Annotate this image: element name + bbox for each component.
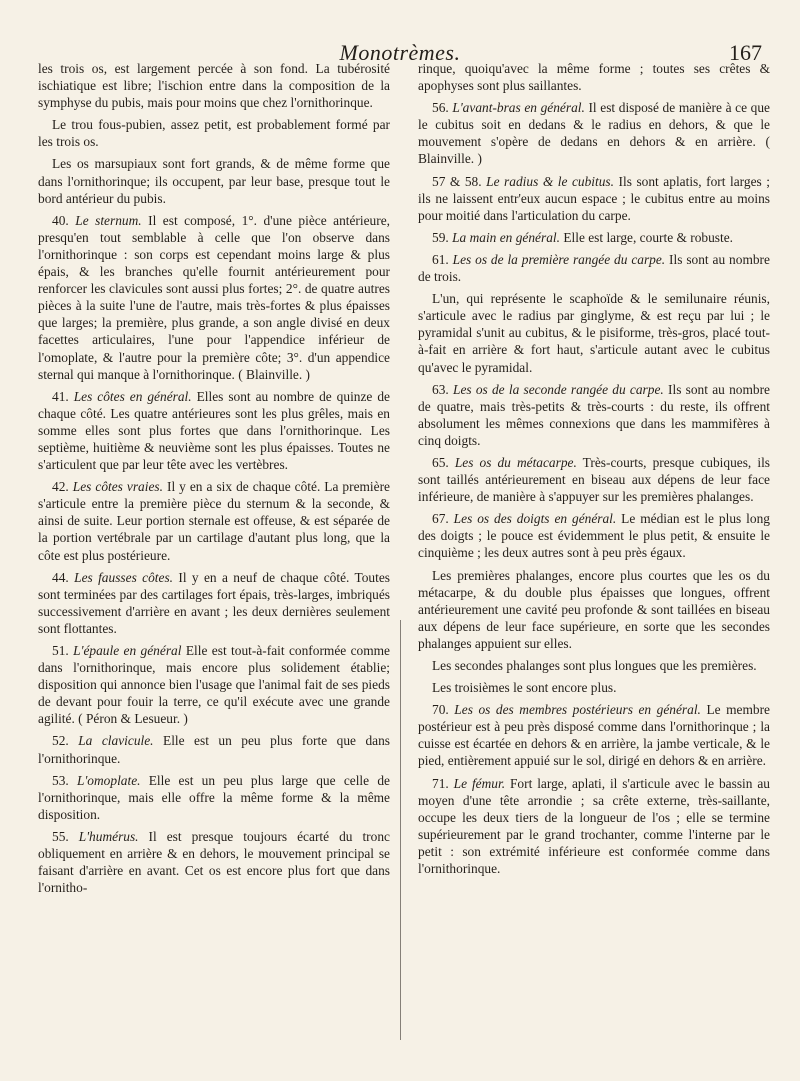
paragraph <box>418 775 770 878</box>
paragraph-text: Ils sont au nombre de quatre, mais très-petits & très-courts : du reste, ils offrent absolument les mêmes connexions que dans les mammifères à cinq doigts. <box>418 381 770 448</box>
paragraph-number: 41. <box>52 388 69 404</box>
paragraph <box>418 454 770 505</box>
section-heading: La main en général. <box>452 229 560 245</box>
paragraph-number: 61. <box>432 251 449 267</box>
section-heading: Les côtes en général. <box>73 388 192 404</box>
section-heading: L'humérus. <box>78 828 139 844</box>
paragraph-number: 65. <box>432 454 449 470</box>
paragraph <box>418 657 770 674</box>
paragraph <box>38 732 390 766</box>
paragraph-text: Fort large, aplati, il s'articule avec le bassin au moyen d'une tête arrondie ; sa crête externe, très-saillante, occupe les deux tiers de la longueur de l'os ; elle se termine supérieurement par le grand trochanter, comme l'interne par le petit : son extrémité inférieure est conformée comme dans l'ornithorinque. <box>418 775 770 877</box>
section-heading: L'épaule en général <box>73 643 182 658</box>
paragraph-text: Elle est large, courte & robuste. <box>563 229 734 245</box>
paragraph <box>418 229 770 246</box>
paragraph <box>38 569 390 637</box>
paragraph-number: 42. <box>52 479 69 495</box>
paragraph-number: 71. <box>432 775 449 791</box>
section-heading: Les os des membres postérieurs en général. <box>454 702 701 718</box>
paragraph <box>418 381 770 449</box>
paragraph-text: les trois os, est largement percée à son fond. La tubérosité ischiatique est libre; l'ischion entre dans la composition de la symphyse du pubis, mais pour moins que chez l'ornithorinque. <box>38 61 390 111</box>
paragraph-number: 51. <box>52 643 69 658</box>
paragraph-text: Ils sont au nombre de trois. <box>418 251 770 285</box>
right-column <box>418 60 770 882</box>
paragraph <box>418 567 770 652</box>
paragraph-number: 53. <box>52 772 69 788</box>
paragraph <box>418 251 770 285</box>
paragraph-text: L'un, qui représente le scaphoïde & le semilunaire réunis, s'articule avec le radius par ginglyme, & est reçu par lui ; le pyramidal s'unit au cubitus, & le pisiforme, très-gros, placé tout-à-fait en arrière & fort haut, s'articule autant avec le cubitus qu'avec le pyramidal. <box>418 291 770 375</box>
paragraph-text: Il est disposé de manière à ce que le cubitus soit en dedans & le radius en dehors, & que le mouvement s'opère de dedans en dehors & en arrière. ( Blainville. ) <box>418 100 770 167</box>
paragraph-text: Les troisièmes le sont encore plus. <box>432 680 617 696</box>
paragraph <box>418 99 770 167</box>
paragraph <box>418 679 770 696</box>
paragraph-text: Il y en a neuf de chaque côté. Toutes sont terminées par des cartilages fort épais, très-larges, imbriqués successivement d'arrière en avant ; les deux dernières seulement sont flottantes. <box>38 569 390 636</box>
paragraph <box>38 116 390 150</box>
paragraph-text: Elle est tout-à-fait conformée comme dans l'ornithorinque, mais encore plus solidement établie; disposition qui annonce bien l'usage que l'animal fait de ses pieds de devant pour fouir la terre, ce qu'il exécute avec une grande agilité. ( Péron & Lesueur. ) <box>38 643 390 727</box>
paragraph-number: 40. <box>52 212 69 228</box>
paragraph-text: Il est composé, 1°. d'une pièce antérieure, presqu'en tout semblable à celle que l'on observe dans l'ornithorinque : son corps est cependant moins large & plus épais, & les branches qu'elle fournit antérieurement pour renforcer les clavicules sont aussi plus fortes; 2°. de quatre autres pièces à la suite l'une de l'autre, mais très-fortes & plus épaisses que larges; la première, plus grande, a son angle divisé en deux facettes articulaires, l'une pour l'appendice inférieur de l'omoplate, & l'autre pour la première côte; 3°. d'un appendice sternal qui manque à l'ornithorinque. ( Blainville. ) <box>38 212 391 382</box>
paragraph-text: Ils sont aplatis, fort larges ; ils ne laissent entr'eux aucun espace ; le cubitus entre au moins pour moitié dans l'articulation du carpe. <box>418 173 770 223</box>
paragraph-text: Il y en a six de chaque côté. La première s'articule entre la première pièce du sternum & la seconde, & ainsi de suite. Leur portion sternale est offeuse, & est séparée de la portion vertébrale par un cartilage d'autant plus long, que la côte est plus postérieure. <box>38 479 391 563</box>
paragraph-text: Très-courts, presque cubiques, ils sont taillés antérieurement en biseau aux dépens de leur face inférieure, de manière à s'appuyer sur les premières phalanges. <box>418 454 770 505</box>
paragraph-number: 63. <box>432 381 449 397</box>
left-column <box>38 60 390 901</box>
paragraph <box>38 155 390 206</box>
running-title: Monotrèmes. <box>339 40 461 65</box>
paragraph <box>38 772 390 823</box>
paragraph <box>418 173 770 224</box>
section-heading: Le fémur. <box>453 775 506 791</box>
section-heading: Les os du métacarpe. <box>454 454 577 470</box>
section-heading: Les côtes vraies. <box>72 479 163 495</box>
section-heading: La clavicule. <box>78 733 154 749</box>
section-heading: Le radius & le cubitus. <box>486 173 614 189</box>
paragraph-text: Elle est un peu plus forte que dans l'ornithorinque. <box>38 733 390 766</box>
paragraph-text: Elle est un peu plus large que celle de l'ornithorinque, mais elle offre la même forme & la même disposition. <box>38 772 390 822</box>
paragraph <box>38 642 390 727</box>
paragraph-number: 55. <box>52 828 69 844</box>
paragraph <box>38 212 390 383</box>
column-divider <box>400 620 401 1040</box>
paragraph-text: Les premières phalanges, encore plus courtes que les os du métacarpe, & du double plus épaisses que longues, offrent antérieurement une cavité peu profonde & sont taillées en biseau aux dépens de leur face supérieure, en sorte que les secondes phalanges appuient sur elles. <box>418 567 770 651</box>
paragraph-text: Le membre postérieur est à peu près disposé comme dans l'ornithorinque ; la cuisse est écartée en dehors & en arrière, la jambe verticale, & le pied, entièrement appuié sur le sol, dirigé en dehors & en arrière. <box>418 702 770 769</box>
paragraph-text: Le médian est le plus long des doigts ; le pouce est évidemment le plus petit, & ensuite le cinquième ; les deux autres sont à peu près égaux. <box>418 511 770 561</box>
paragraph-text: Les os marsupiaux sont fort grands, & de même forme que dans l'ornithorinque; ils occupent, par leur base, presque tout le bord antérieur du pubis. <box>38 156 390 206</box>
paragraph <box>38 478 390 563</box>
paragraph <box>38 388 390 473</box>
paragraph <box>38 60 390 111</box>
paragraph-number: 44. <box>52 569 69 585</box>
section-heading: Les os de la première rangée du carpe. <box>452 251 666 267</box>
paragraph-number: 57 & 58. <box>432 173 482 189</box>
paragraph <box>38 828 390 896</box>
paragraph-text: Il est presque toujours écarté du tronc obliquement en arrière & en dehors, le mouvement principal se faisant d'arrière en avant. Cet os est encore plus fort que dans l'ornitho- <box>38 828 390 896</box>
paragraph <box>418 701 770 769</box>
paragraph <box>418 290 770 375</box>
paragraph-text: Elles sont au nombre de quinze de chaque côté. Les quatre antérieures sont les plus grêles, mais en somme elles sont plus fortes que dans l'ornithorinque. Les septième, huitième & neuvième sont les plus épaisses. Toutes ne s'articulent que par leur tête avec les vertèbres. <box>38 388 390 473</box>
paragraph-text: Les secondes phalanges sont plus longues que les premières. <box>432 658 757 673</box>
paragraph <box>418 60 770 94</box>
section-heading: Le sternum. <box>75 212 142 228</box>
paragraph-number: 56. <box>432 100 449 116</box>
section-heading: Les os de la seconde rangée du carpe. <box>453 381 664 397</box>
section-heading: L'avant-bras en général. <box>452 100 585 116</box>
page-number: 167 <box>729 40 762 65</box>
paragraph-number: 52. <box>52 733 69 749</box>
section-heading: L'omoplate. <box>77 772 141 788</box>
paragraph-number: 59. <box>432 229 449 245</box>
paragraph <box>418 510 770 561</box>
section-heading: Les fausses côtes. <box>74 569 173 585</box>
paragraph-text: rinque, quoiqu'avec la même forme ; toutes ses crêtes & apophyses sont plus saillantes. <box>418 61 770 94</box>
paragraph-text: Le trou fous-pubien, assez petit, est probablement formé par les trois os. <box>38 117 390 150</box>
paragraph-number: 70. <box>432 702 449 718</box>
paragraph-number: 67. <box>432 511 449 527</box>
section-heading: Les os des doigts en général. <box>453 511 617 527</box>
